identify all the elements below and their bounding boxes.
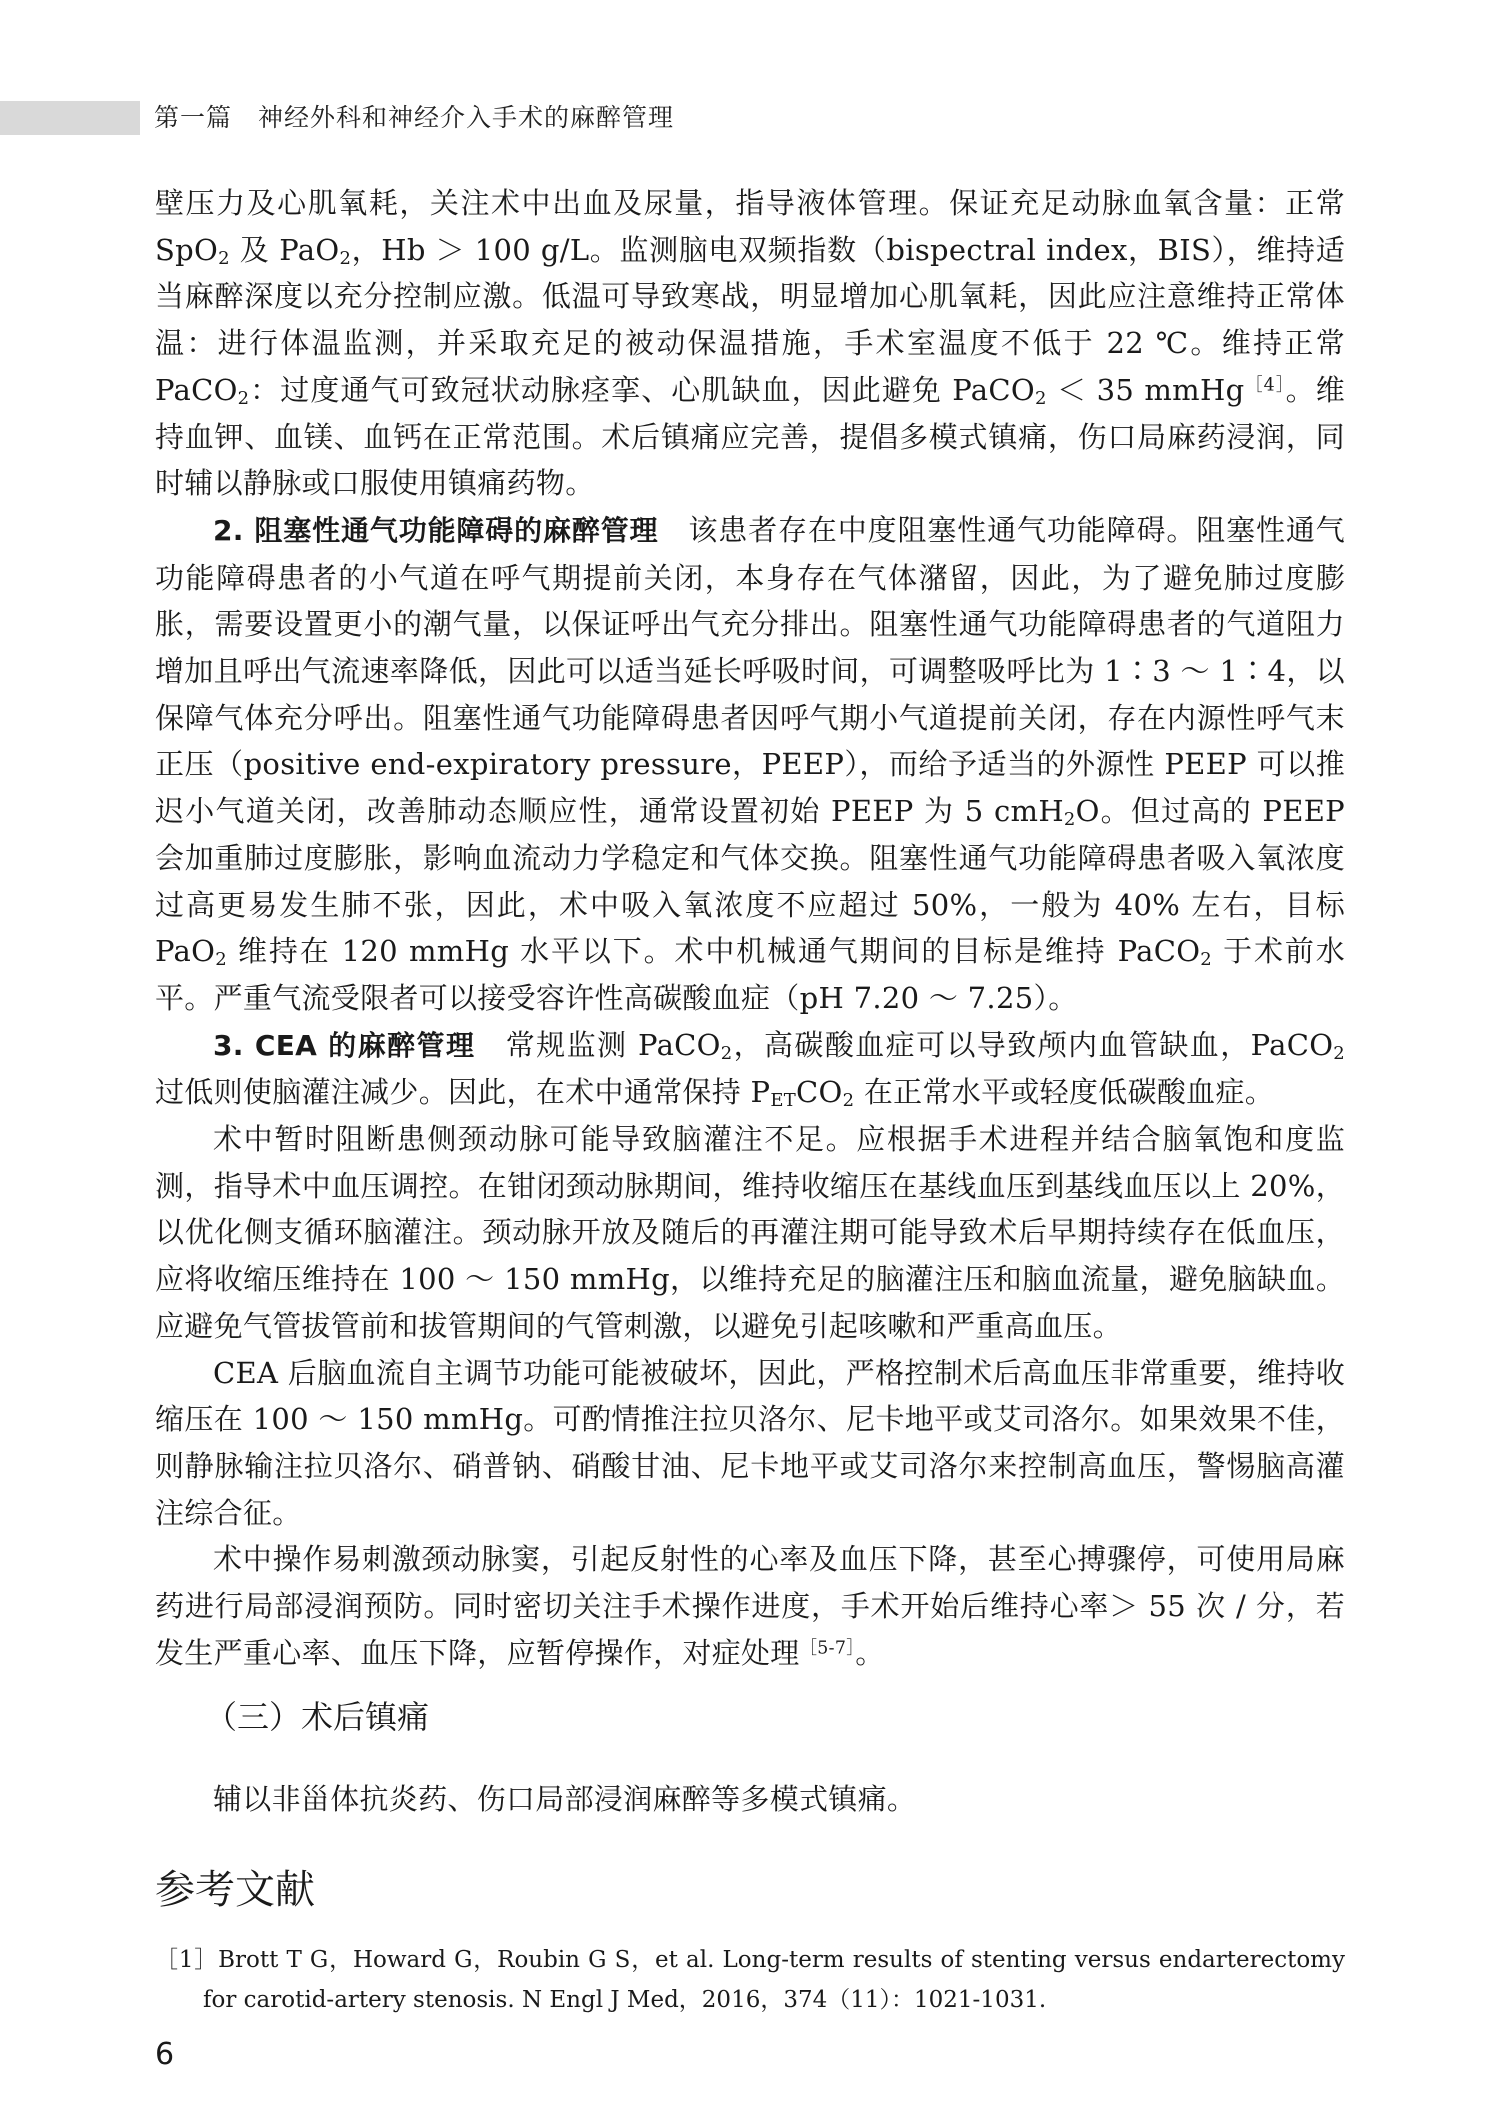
references-title: 参考文献 <box>155 1867 315 1913</box>
section-text: 辅以非甾体抗炎药、伤口局部浸润麻醉等多模式镇痛。 <box>213 1782 917 1816</box>
page-number: 6 <box>155 2037 175 2072</box>
section-heading: （三）术后镇痛 <box>205 1698 430 1736</box>
paragraph-5: CEA 后脑血流自主调节功能可能被破坏，因此，严格控制术后高血压非常重要，维持收缩压在 100 ～ 150 mmHg。可酌情推注拉贝洛尔、尼卡地平或艾司洛尔。如果效果不佳，则静脉输注拉贝洛尔、硝普钠、硝酸甘油、尼卡地平或艾司洛尔来控制高血压，警惕脑高灌注综合征。 <box>155 1355 1345 1530</box>
paragraph-4: 术中暂时阻断患侧颈动脉可能导致脑灌注不足。应根据手术进程并结合脑氧饱和度监测，指导术中血压调控。在钳闭颈动脉期间，维持收缩压在基线血压到基线血压以上 20%，以优化侧支循环脑灌注。颈动脉开放及随后的再灌注期可能导致术后早期持续存在低血压，应将收缩压维持在 100 ～ 150 mmHg，以维持充足的脑灌注压和脑血流量，避免脑缺血。应避免气管拔管前和拔管期间的气管刺激，以避免引起咳嗽和严重高血压。 <box>155 1122 1345 1343</box>
citation-5-7: ［5-7］ <box>799 1638 856 1659</box>
body-text <box>155 180 1345 1677</box>
header-shade-bar <box>0 101 140 135</box>
reference-item: ［1］Brott T G，Howard G，Roubin G S，et al. Long-term results of stenting versus endarterectomy for carotid-artery stenosis. N Engl J Med，2016，374（11）：1021-1031. <box>155 1947 1345 2013</box>
paragraph-2: 2. 阻塞性通气功能障碍的麻醉管理 该患者存在中度阻塞性通气功能障碍。阻塞性通气功能障碍患者的小气道在呼气期提前关闭，本身存在气体潴留，因此，为了避免肺过度膨胀，需要设置更小的潮气量，以保证呼出气充分排出。阻塞性通气功能障碍患者的气道阻力增加且呼出气流速率降低，因此可以适当延长呼吸时间，可调整吸呼比为 1∶3 ～ 1∶4，以保障气体充分呼出。阻塞性通气功能障碍患者因呼气期小气道提前关闭，存在内源性呼气末正压（positive end-expiratory pressure，PEEP），而给予适当的外源性 PEEP 可以推迟小气道关闭，改善肺动态顺应性，通常设置初始 PEEP 为 5 cmH$_2$O。但过高的 PEEP 会加重肺过度膨胀，影响血流动力学稳定和气体交换。阻塞性通气功能障碍患者吸入氧浓度过高更易发生肺不张，因此，术中吸入氧浓度不应超过 50%，一般为 40% 左右，目标 PaO$_2$ 维持在 120 mmHg 水平以下。术中机械通气期间的目标是维持 PaCO$_2$ 于术前水平。严重气流受限者可以接受容许性高碳酸血症（pH 7.20 ～ 7.25）。 <box>155 512 1346 1015</box>
running-header: 第一篇 神经外科和神经介入手术的麻醉管理 <box>154 103 675 132</box>
paragraph-3: 3. CEA 的麻醉管理 常规监测 PaCO$_2$，高碳酸血症可以导致颅内血管缺血，PaCO$_2$ 过低则使脑灌注减少。因此，在术中通常保持 $P_{ET}CO_2$ 在正常水平或轻度低碳酸血症。 <box>155 1027 1346 1112</box>
paragraph-1: 壁压力及心肌氧耗，关注术中出血及尿量，指导液体管理。保证充足动脉血氧含量：正常 SpO$_2$ 及 PaO$_2$，Hb ＞ 100 g/L。监测脑电双频指数（bispectral index，BIS），维持适当麻醉深度以充分控制应激。低温可导致寒战，明显增加心肌氧耗，因此应注意维持正常体温：进行体温监测，并采取充足的被动保温措施，手术室温度不低于 22 ℃。维持正常 PaCO$_2$：过度通气可致冠状动脉痉挛、心肌缺血，因此避免 PaCO$_2$ ＜ 35 mmHg$^{[4]}$。维持血钾、血镁、血钙在正常范围。术后镇痛应完善，提倡多模式镇痛，伤口局麻药浸润，同时辅以静脉或口服使用镇痛药物。 <box>155 186 1346 501</box>
paragraph-2-label: 2. 阻塞性通气功能障碍的麻醉管理 <box>213 513 659 547</box>
references-list <box>155 1940 1345 2020</box>
paragraph-3-label: 3. CEA 的麻醉管理 <box>213 1028 476 1062</box>
citation-4: ［4］ <box>1244 375 1286 396</box>
paragraph-6: 术中操作易刺激颈动脉窦，引起反射性的心率及血压下降，甚至心搏骤停，可使用局麻药进行局部浸润预防。同时密切关注手术操作进度，手术开始后维持心率＞ 55 次 / 分，若发生严重心率、血压下降，应暂停操作，对症处理$^{[5-7]}$。 <box>155 1542 1345 1670</box>
